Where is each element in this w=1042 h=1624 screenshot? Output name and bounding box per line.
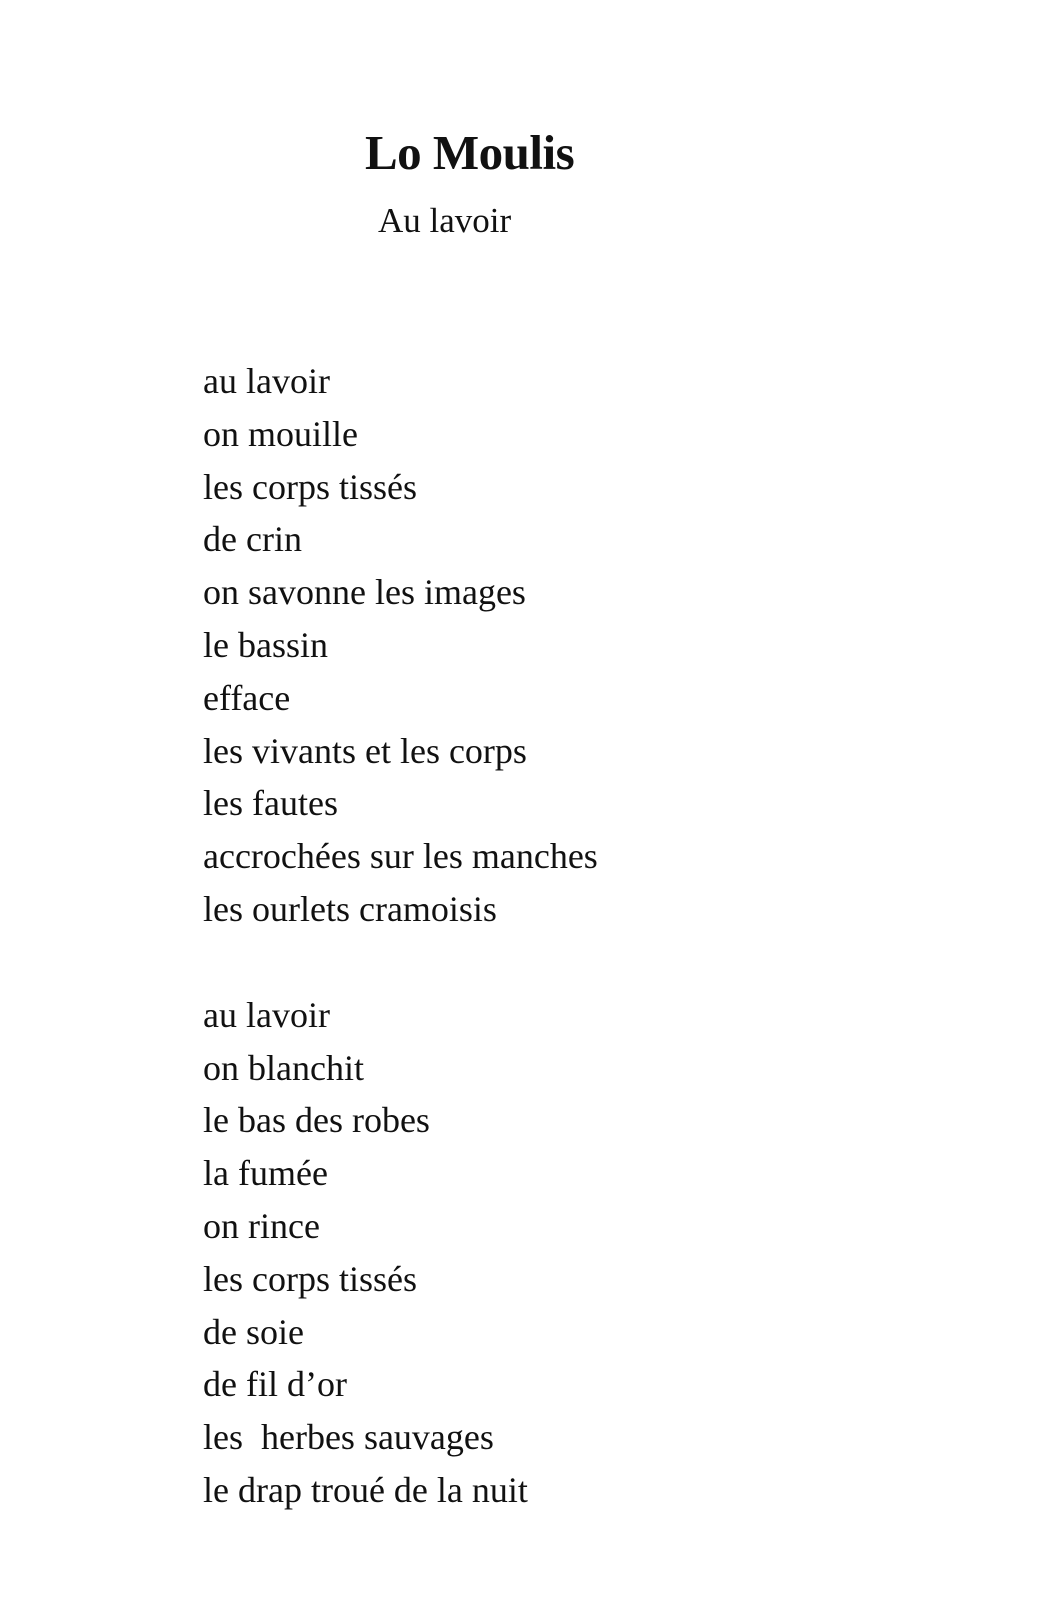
poem-line: les vivants et les corps [203,730,527,771]
poem-line: de fil d’or [203,1364,347,1405]
poem-line: les corps tissés [203,466,417,507]
poem-line: au lavoir [203,361,330,401]
poem-line: de crin [203,519,302,560]
poem-line: le bas des robes [203,1100,430,1141]
poem-line: efface [203,677,291,718]
poem-line: au lavoir [203,994,330,1035]
poem-line: le drap troué de la nuit [203,1469,528,1510]
stanza-2 [203,989,598,1517]
poem-line: les corps tissés [203,1258,417,1299]
stanza-1 [203,355,598,936]
poem-line: de soie [203,1311,304,1352]
poem-line: les herbes sauvages [203,1417,494,1458]
poem-line: on savonne les images [203,572,526,613]
poem-line: on blanchit [203,1047,364,1088]
poem-line: le bassin [203,624,328,665]
poem-line: les fautes [203,783,338,824]
poem-subtitle: Au lavoir [378,201,512,240]
poem-line: accrochées sur les manches [203,836,598,877]
poem-line: la fumée [203,1153,328,1194]
poem-body [203,355,598,1517]
poem-title: Lo Moulis [365,125,575,180]
poem-line: on rince [203,1205,320,1246]
poem-line: on mouille [203,413,358,454]
poem-line: les ourlets cramoisis [203,888,497,929]
